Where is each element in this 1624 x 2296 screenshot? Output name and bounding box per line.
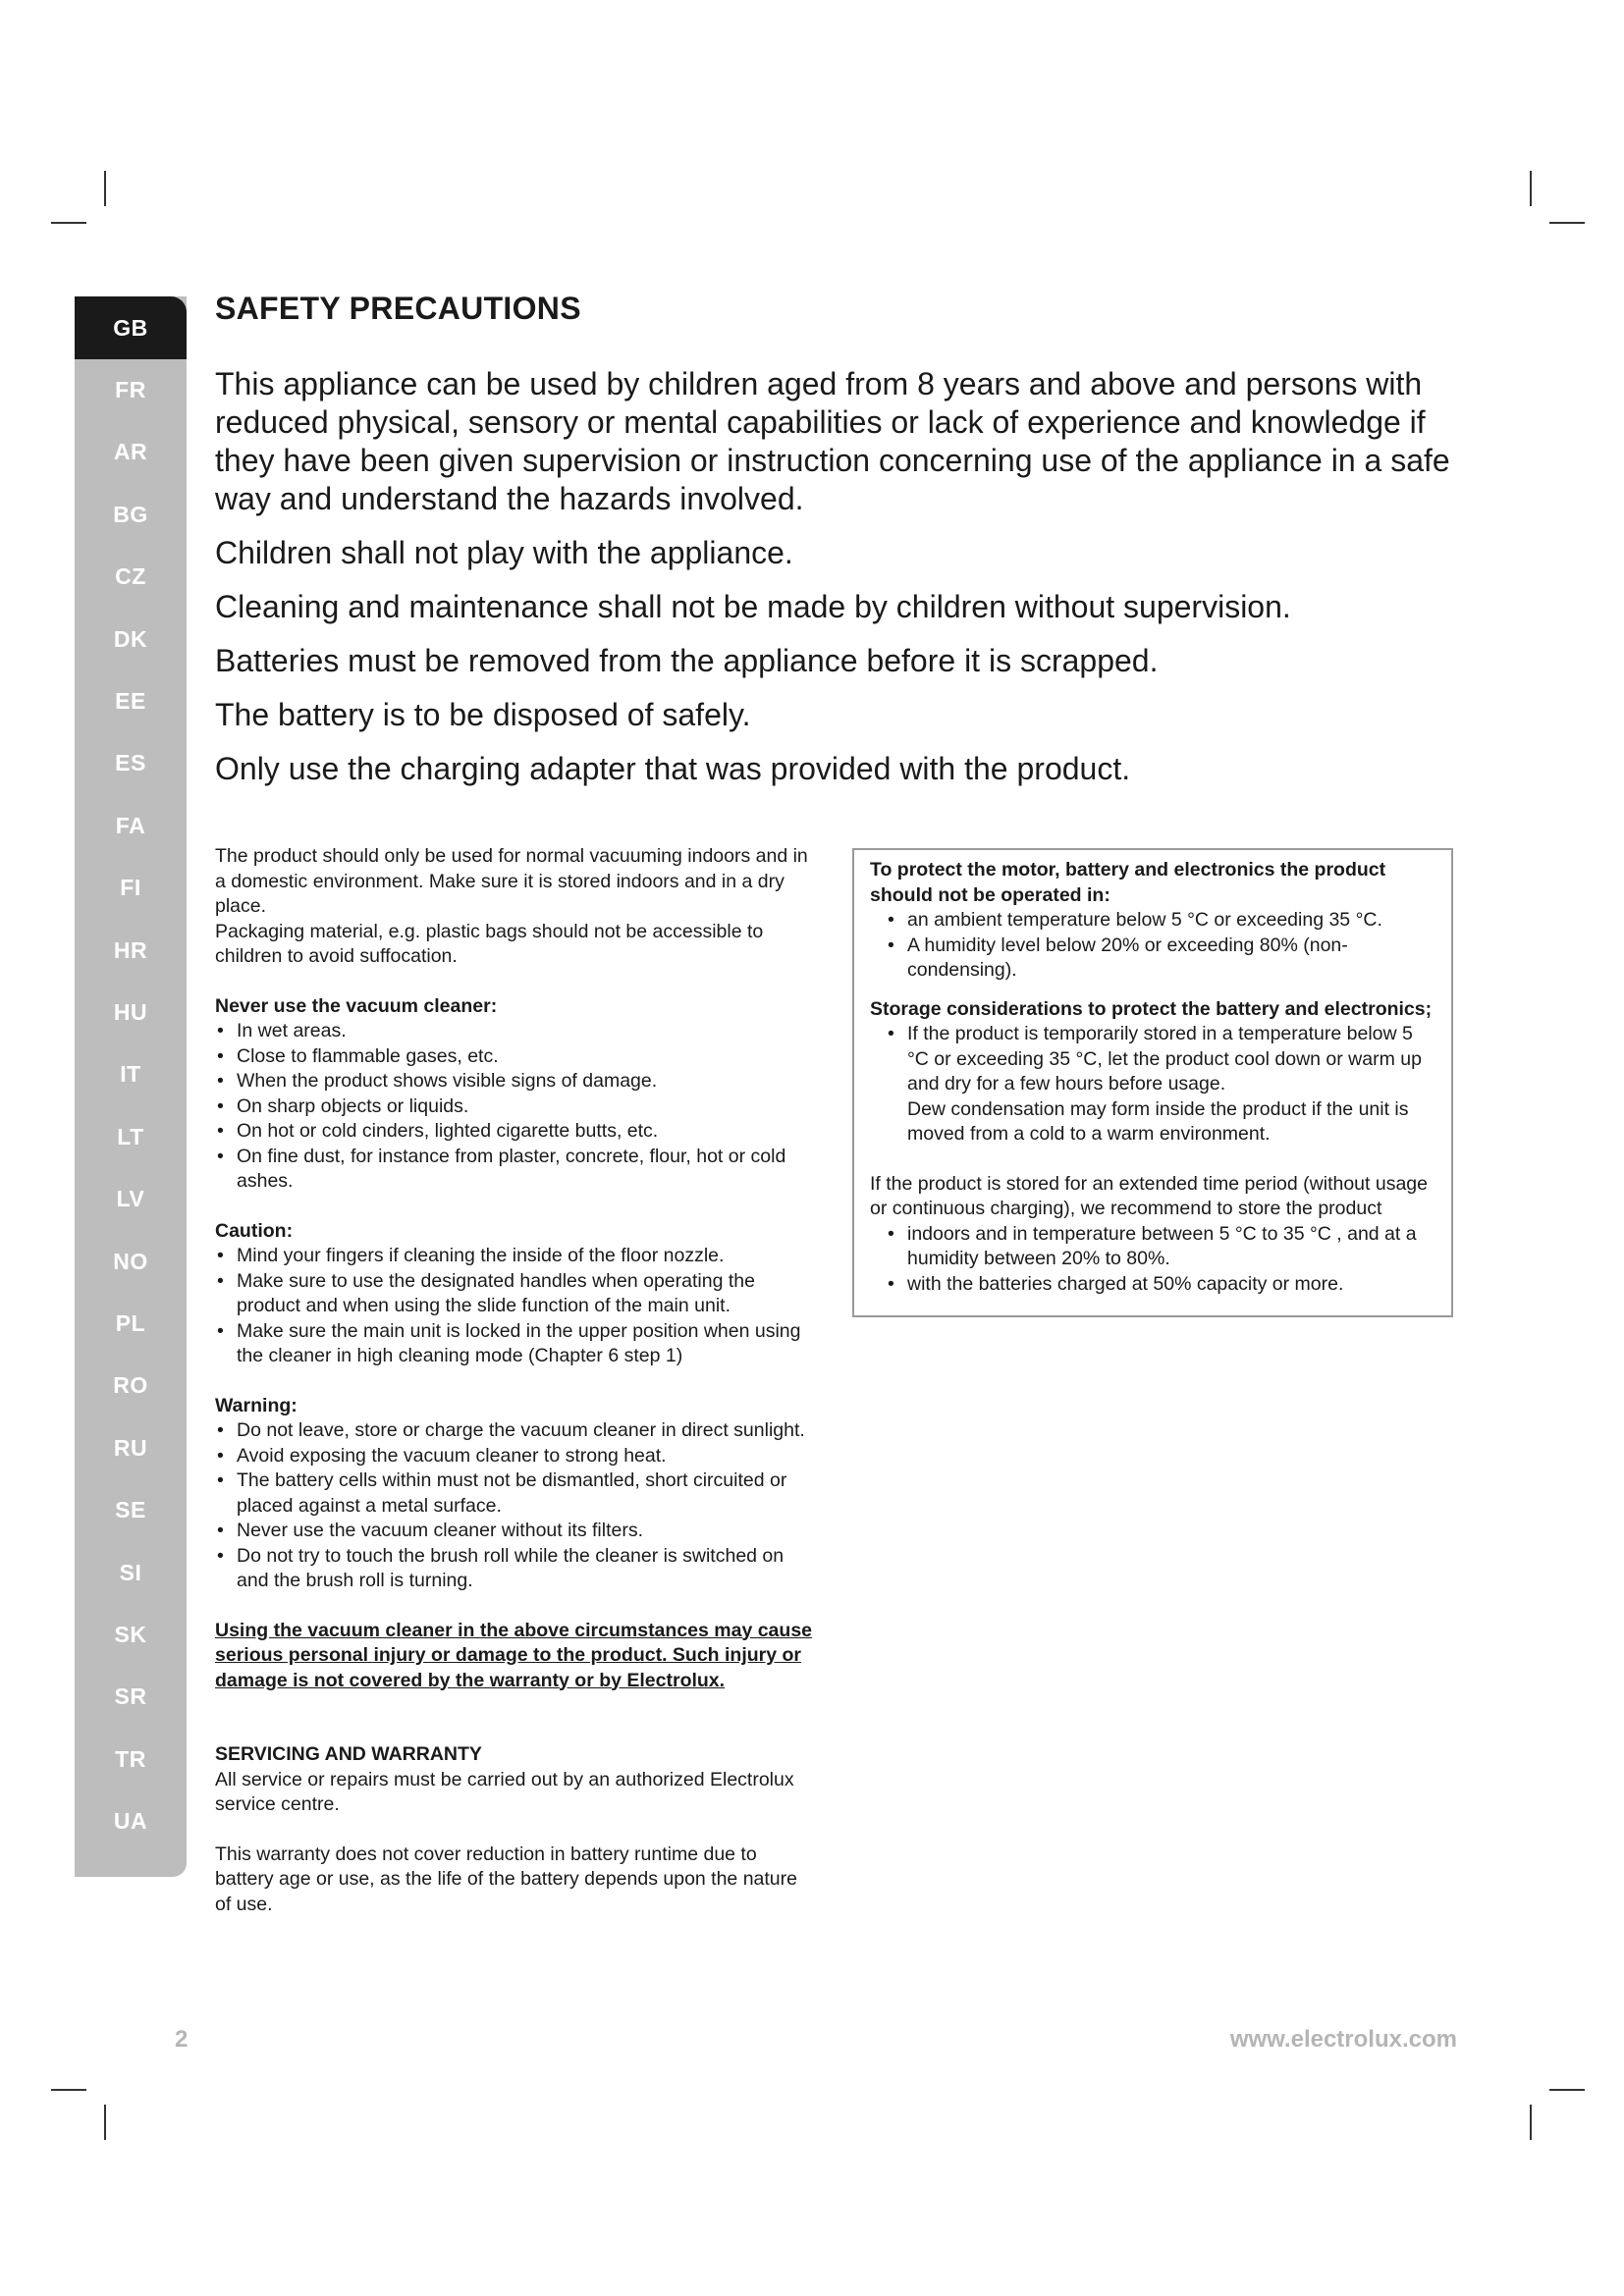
intro-paragraph: Batteries must be removed from the appliance before it is scrapped. [215, 643, 1159, 678]
list-item [886, 1022, 1437, 1148]
protect-heading: To protect the motor, battery and electronics the product should not be operated in: [870, 859, 1386, 906]
servicing-heading: SERVICING AND WARRANTY [215, 1743, 482, 1765]
website-link: www.electrolux.com [1229, 2026, 1457, 2053]
crop-mark [104, 2105, 106, 2140]
language-tab-ro[interactable]: RO [113, 1372, 148, 1399]
warning-list [215, 1418, 816, 1594]
list-item: • The battery cells within must not be dismantled, short circuited or placed against a metal surface. [215, 1468, 816, 1519]
language-tab-es[interactable]: ES [115, 750, 146, 776]
language-tab-dk[interactable]: DK [113, 625, 148, 652]
crop-mark [51, 2089, 86, 2091]
list-item: • A humidity level below 20% or exceeding 80% (non-condensing). [886, 934, 1437, 984]
list-item: • Mind your fingers if cleaning the inside of the floor nozzle. [215, 1244, 816, 1269]
list-item: • When the product shows visible signs of damage. [215, 1069, 816, 1095]
intro-section [215, 365, 1472, 804]
warranty-paragraph: This warranty does not cover reduction in battery runtime due to battery age or use, as the life of the battery depends upon the nature of use. [215, 1842, 797, 1915]
list-item: • On hot or cold cinders, lighted cigarette butts, etc. [215, 1119, 816, 1145]
list-item: • On fine dust, for instance from plaster, concrete, flour, hot or cold ashes. [215, 1145, 816, 1195]
list-item: • an ambient temperature below 5 °C or exceeding 35 °C. [886, 908, 1437, 934]
language-tab-fr[interactable]: FR [115, 376, 146, 402]
language-tab-fa[interactable]: FA [115, 812, 146, 838]
list-item: • Make sure to use the designated handles when operating the product and when using the slide function of the main unit. [215, 1269, 816, 1319]
usage-paragraph: The product should only be used for normal vacuuming indoors and in a domestic environment. Make sure it is stored indoors and in a dry place. [215, 845, 808, 917]
list-item: • indoors and in temperature between 5 °C to 35 °C , and at a humidity between 20% to 80%. [886, 1222, 1437, 1272]
language-tab-bg[interactable]: BG [113, 501, 148, 527]
warranty-notice: Using the vacuum cleaner in the above circumstances may cause serious personal injury or damage to the product. Such injury or damage is not covered by the warranty or by Electrolux. [215, 1619, 813, 1691]
list-item: • Make sure the main unit is locked in the upper position when using the cleaner in high cleaning mode (Chapter 6 step 1) [215, 1319, 816, 1369]
language-tab-lv[interactable]: LV [116, 1186, 145, 1212]
language-tab-ua[interactable]: UA [113, 1808, 148, 1835]
language-tab-hr[interactable]: HR [113, 936, 148, 963]
list-item: • Do not try to touch the brush roll while the cleaner is switched on and the brush roll is turning. [215, 1544, 816, 1594]
list-item: • Do not leave, store or charge the vacuum cleaner in direct sunlight. [215, 1418, 816, 1444]
crop-mark [1530, 171, 1532, 206]
list-item: • On sharp objects or liquids. [215, 1095, 816, 1120]
language-sidebar [75, 296, 187, 1877]
language-tab-lt[interactable]: LT [117, 1123, 144, 1149]
protection-box [852, 848, 1453, 1317]
list-item: • In wet areas. [215, 1019, 816, 1044]
extended-storage-list [870, 1222, 1437, 1298]
crop-mark [1549, 2089, 1585, 2091]
warning-heading: Warning: [215, 1394, 298, 1416]
intro-paragraph: Cleaning and maintenance shall not be made by children without supervision. [215, 589, 1291, 624]
language-tab-pl[interactable]: PL [115, 1309, 146, 1336]
language-tab-fi[interactable]: FI [120, 875, 141, 901]
caution-list [215, 1244, 816, 1369]
never-use-list [215, 1019, 816, 1195]
page-title: SAFETY PRECAUTIONS [215, 291, 581, 326]
intro-paragraph: The battery is to be disposed of safely. [215, 697, 751, 732]
storage-item-text: If the product is temporarily stored in a temperature below 5 °C or exceeding 35 °C, let the product cool down or warm up and dry for a few hours before usage. [907, 1023, 1422, 1095]
crop-mark [51, 222, 86, 224]
extended-storage-intro: If the product is stored for an extended time period (without usage or continuous charging), we recommend to store the product [870, 1172, 1428, 1219]
packaging-paragraph: Packaging material, e.g. plastic bags should not be accessible to children to avoid suffocation. [215, 920, 764, 967]
servicing-paragraph: All service or repairs must be carried out by an authorized Electrolux service centre. [215, 1768, 794, 1815]
language-tab-sk[interactable]: SK [114, 1621, 147, 1647]
storage-item-extra: Dew condensation may form inside the product if the unit is moved from a cold to a warm environment. [907, 1097, 1409, 1145]
list-item: • Never use the vacuum cleaner without its filters. [215, 1519, 816, 1544]
language-tab-si[interactable]: SI [119, 1559, 142, 1585]
protect-list [870, 908, 1437, 984]
crop-mark [104, 171, 106, 206]
intro-paragraph: This appliance can be used by children aged from 8 years and above and persons with reduced physical, sensory or mental capabilities or lack of experience and knowledge if they have been given supervision or instruction concerning use of the appliance in a safe way and understand the hazards involved. [215, 366, 1450, 516]
list-item: • Avoid exposing the vacuum cleaner to strong heat. [215, 1444, 816, 1469]
language-tab-cz[interactable]: CZ [115, 563, 146, 590]
language-tab-hu[interactable]: HU [113, 998, 148, 1025]
language-tab-se[interactable]: SE [115, 1497, 146, 1523]
language-tab-sr[interactable]: SR [114, 1683, 147, 1710]
crop-mark [1549, 222, 1585, 224]
crop-mark [1530, 2105, 1532, 2140]
language-tab-ee[interactable]: EE [115, 687, 146, 714]
storage-list [870, 1022, 1437, 1148]
language-tab-tr[interactable]: TR [115, 1745, 146, 1772]
language-tab-it[interactable]: IT [120, 1061, 141, 1088]
list-item: • Close to flammable gases, etc. [215, 1044, 816, 1070]
list-item: • with the batteries charged at 50% capacity or more. [886, 1272, 1437, 1298]
language-tab-gb[interactable]: GB [75, 296, 187, 359]
language-tab-ar[interactable]: AR [113, 439, 148, 465]
left-column [215, 844, 816, 1917]
intro-paragraph: Only use the charging adapter that was provided with the product. [215, 751, 1131, 786]
intro-paragraph: Children shall not play with the appliance. [215, 535, 793, 570]
storage-heading: Storage considerations to protect the battery and electronics; [870, 997, 1433, 1020]
language-tab-no[interactable]: NO [113, 1248, 148, 1274]
caution-heading: Caution: [215, 1219, 294, 1242]
never-use-heading: Never use the vacuum cleaner: [215, 994, 498, 1017]
page-number: 2 [175, 2026, 189, 2053]
language-tab-ru[interactable]: RU [113, 1434, 148, 1461]
